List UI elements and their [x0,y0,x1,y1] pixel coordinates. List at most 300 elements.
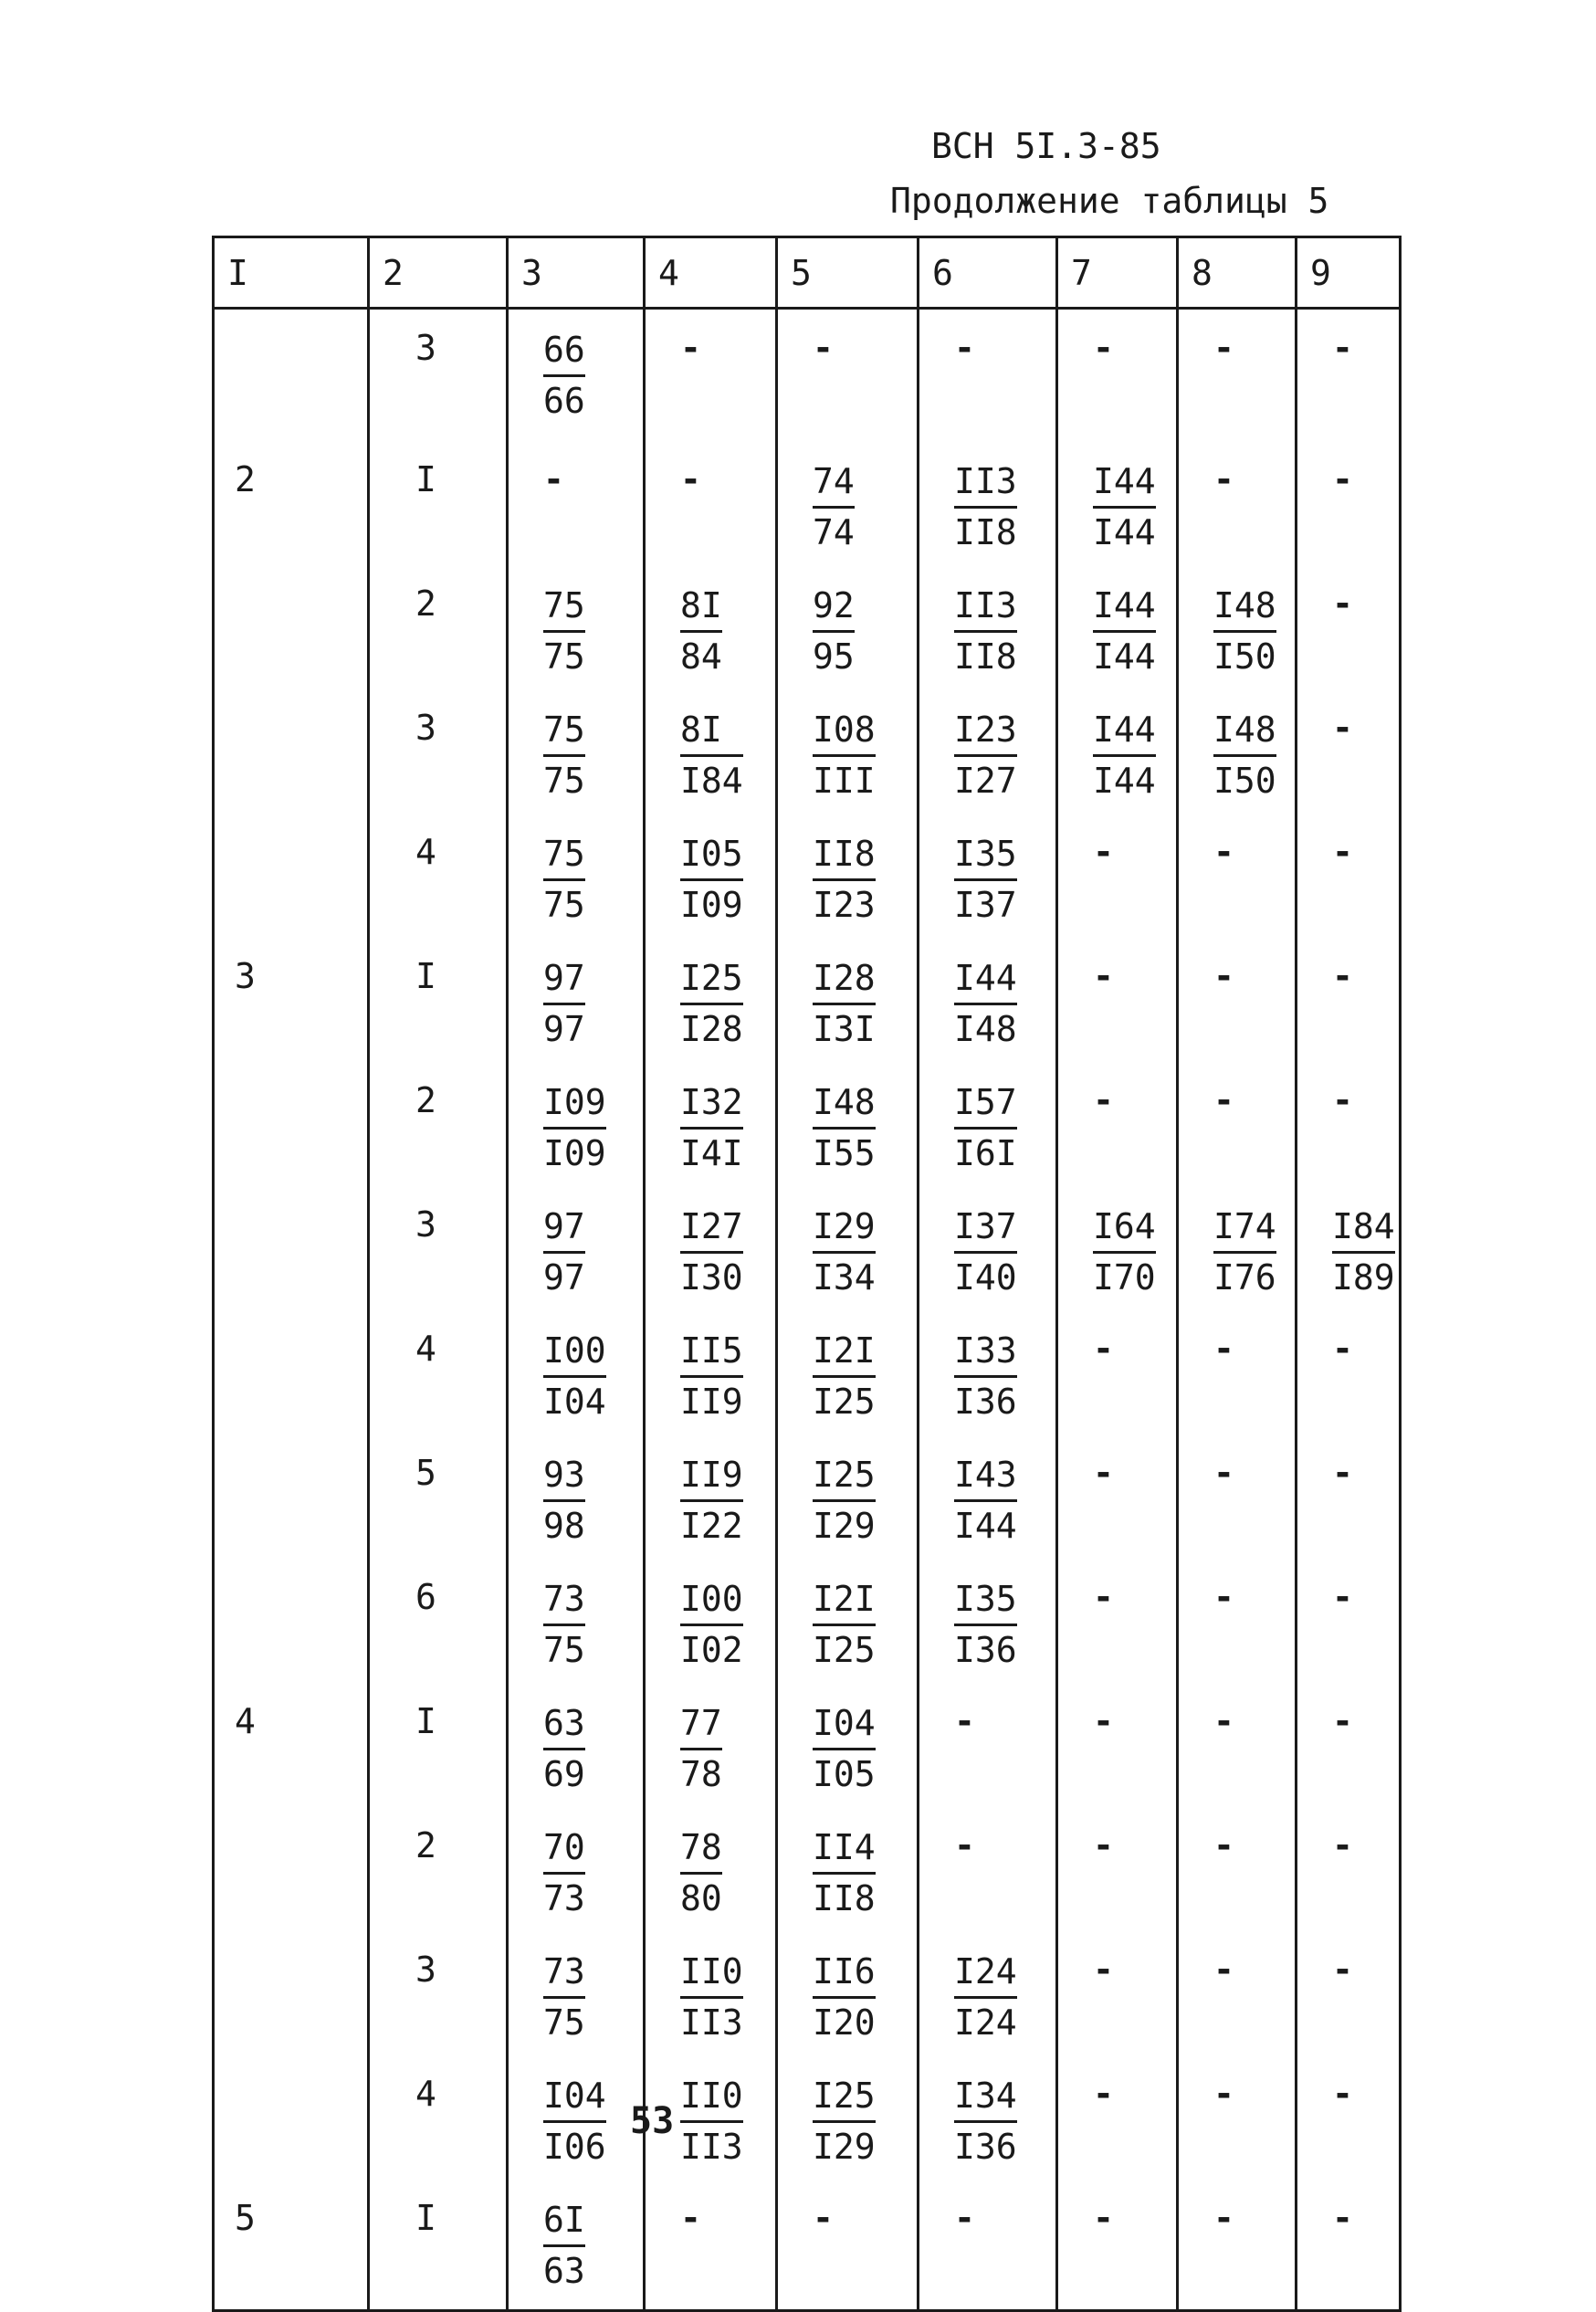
dash-mark: - [680,2198,701,2238]
fraction-value [813,832,876,929]
empty-value-cell [1178,1067,1297,1192]
subgroup-cell: 4 [369,1316,508,1440]
dash-mark: - [813,2198,834,2238]
empty-value-cell [1057,943,1178,1067]
column-header: 7 [1057,237,1178,309]
denominator: I50 [1213,761,1276,802]
fraction-value [680,708,743,804]
group-cell [214,1440,369,1564]
fraction-value [954,583,1017,680]
empty-value-cell [919,1813,1057,1937]
group-cell [214,695,369,819]
fraction-cell [919,1192,1057,1316]
fraction-cell [777,819,919,943]
fraction-value [1213,1204,1276,1301]
denominator: I84 [680,761,743,802]
fraction-cell [1178,1192,1297,1316]
denominator: I29 [813,2127,876,2168]
numerator: I43 [954,1453,1017,1502]
denominator: 75 [543,1630,585,1671]
empty-value-cell [1057,1688,1178,1813]
subgroup-cell: I [369,447,508,571]
numerator: II4 [813,1825,876,1875]
table-row [214,1937,1401,2061]
dash-mark: - [1093,1080,1114,1120]
fraction-cell [645,1316,777,1440]
numerator: I29 [813,1204,876,1254]
denominator: 97 [543,1009,585,1050]
dash-mark: - [954,2198,975,2238]
numerator: I25 [813,1453,876,1502]
numerator: II5 [680,1329,743,1378]
fraction-value [954,1949,1017,2046]
fraction-cell [919,1067,1057,1192]
table-caption: Продолжение таблицы 5 [890,181,1329,221]
fraction-cell [777,1067,919,1192]
numerator: 73 [543,1577,585,1626]
empty-value-cell [1297,1316,1401,1440]
dash-mark: - [1093,2198,1114,2238]
group-cell [214,1067,369,1192]
denominator: 73 [543,1878,585,1919]
empty-value-cell [919,309,1057,447]
empty-value-cell [1297,447,1401,571]
fraction-value [543,2074,606,2170]
dash-mark: - [1332,2074,1353,2114]
dash-mark: - [1213,1701,1234,1741]
empty-value-cell [777,309,919,447]
fraction-value [680,832,743,929]
denominator: II9 [680,1382,743,1423]
empty-value-cell [1057,2185,1178,2311]
subgroup-cell: 4 [369,2061,508,2185]
table-body [214,309,1401,2311]
fraction-cell [919,2061,1057,2185]
dash-mark: - [1213,1329,1234,1369]
denominator: 95 [813,636,855,678]
fraction-value [813,2074,876,2170]
empty-value-cell [1057,2061,1178,2185]
empty-value-cell [919,1688,1057,1813]
denominator: II8 [954,636,1017,678]
fraction-cell [777,943,919,1067]
fraction-value [954,708,1017,804]
dash-mark: - [1332,708,1353,748]
fraction-value [543,1329,606,1425]
subgroup-cell: I [369,943,508,1067]
dash-mark: - [1213,956,1234,996]
empty-value-cell [1178,447,1297,571]
numerator: I64 [1093,1204,1156,1254]
fraction-cell [508,309,645,447]
table-row [214,1192,1401,1316]
table-row [214,819,1401,943]
dash-mark: - [954,328,975,368]
denominator: I70 [1093,1257,1156,1298]
denominator: II8 [954,512,1017,553]
empty-value-cell [1297,1564,1401,1688]
fraction-value [680,1701,722,1798]
numerator: I2I [813,1577,876,1626]
numerator: 75 [543,583,585,633]
fraction-cell [919,1564,1057,1688]
denominator: I55 [813,1133,876,1174]
fraction-cell [508,1564,645,1688]
group-cell: 4 [214,1688,369,1813]
denominator: I4I [680,1133,743,1174]
empty-value-cell [1178,309,1297,447]
fraction-cell [1178,695,1297,819]
fraction-cell [645,1813,777,1937]
fraction-cell [645,571,777,695]
denominator: I40 [954,1257,1017,1298]
fraction-value [813,1453,876,1550]
empty-value-cell [645,2185,777,2311]
numerator: I2I [813,1329,876,1378]
fraction-cell [508,1937,645,2061]
numerator: 92 [813,583,855,633]
fraction-cell [919,447,1057,571]
denominator: 80 [680,1878,722,1919]
fraction-value [813,1949,876,2046]
empty-value-cell [919,2185,1057,2311]
subgroup-cell: 2 [369,1813,508,1937]
numerator: 97 [543,956,585,1005]
denominator: I44 [1093,761,1156,802]
numerator: I84 [1332,1204,1395,1254]
dash-mark: - [1332,956,1353,996]
numerator: I04 [813,1701,876,1750]
denominator: 98 [543,1506,585,1547]
table-row [214,571,1401,695]
dash-mark: - [680,328,701,368]
fraction-value [543,1949,585,2046]
denominator: 97 [543,1257,585,1298]
dash-mark: - [954,1701,975,1741]
fraction-value [954,956,1017,1053]
numerator: I48 [1213,708,1276,757]
denominator: I30 [680,1257,743,1298]
fraction-cell [777,1813,919,1937]
fraction-cell [645,1688,777,1813]
dash-mark: - [1093,1453,1114,1493]
fraction-cell [508,2061,645,2185]
table-row [214,447,1401,571]
page-number: 53 [630,2100,675,2142]
numerator: I33 [954,1329,1017,1378]
group-cell [214,1813,369,1937]
fraction-cell [1178,571,1297,695]
denominator: I06 [543,2127,606,2168]
fraction-value [543,328,585,425]
denominator: I24 [954,2002,1017,2044]
numerator: 74 [813,459,855,509]
empty-value-cell [1178,1316,1297,1440]
numerator: I44 [954,956,1017,1005]
fraction-cell [1057,695,1178,819]
numerator: I09 [543,1080,606,1130]
table-row [214,1688,1401,1813]
fraction-value [813,956,876,1053]
denominator: 75 [543,885,585,926]
column-header: 3 [508,237,645,309]
dash-mark: - [1093,832,1114,872]
denominator: I04 [543,1382,606,1423]
table-row [214,309,1401,447]
fraction-cell [508,1192,645,1316]
dash-mark: - [1093,1329,1114,1369]
fraction-value [543,1825,585,1922]
denominator: I44 [954,1506,1017,1547]
dash-mark: - [1093,1949,1114,1990]
denominator: 66 [543,381,585,422]
empty-value-cell [1057,1440,1178,1564]
fraction-value [680,1204,743,1301]
dash-mark: - [1093,1825,1114,1865]
numerator: II3 [954,583,1017,633]
denominator: I22 [680,1506,743,1547]
numerator: I74 [1213,1204,1276,1254]
dash-mark: - [813,328,834,368]
document-code: ВСН 5I.3-85 [931,126,1161,166]
denominator: 75 [543,2002,585,2044]
fraction-cell [508,1440,645,1564]
numerator: I44 [1093,708,1156,757]
denominator: I3I [813,1009,876,1050]
fraction-value [1332,1204,1395,1301]
fraction-value [813,1701,876,1798]
empty-value-cell [1297,1688,1401,1813]
numerator: I08 [813,708,876,757]
numerator: 93 [543,1453,585,1502]
numerator: I00 [543,1329,606,1378]
denominator: 75 [543,761,585,802]
fraction-cell [777,695,919,819]
fraction-cell [508,1067,645,1192]
subgroup-cell: 3 [369,695,508,819]
empty-value-cell [1297,695,1401,819]
fraction-value [543,1080,606,1177]
denominator: I48 [954,1009,1017,1050]
fraction-cell [508,819,645,943]
fraction-cell [645,1192,777,1316]
dash-mark: - [680,459,701,499]
dash-mark: - [1332,1949,1353,1990]
fraction-cell [919,819,1057,943]
fraction-value [1093,708,1156,804]
denominator: I44 [1093,512,1156,553]
denominator: I76 [1213,1257,1276,1298]
empty-value-cell [1297,1440,1401,1564]
numerator: II0 [680,1949,743,1999]
numerator: I37 [954,1204,1017,1254]
group-cell [214,1564,369,1688]
fraction-value [543,1577,585,1674]
fraction-cell [508,2185,645,2311]
subgroup-cell: 4 [369,819,508,943]
numerator: I35 [954,1577,1017,1626]
fraction-value [680,1825,722,1922]
numerator: 66 [543,328,585,377]
denominator: I23 [813,885,876,926]
subgroup-cell: 3 [369,1192,508,1316]
empty-value-cell [1297,819,1401,943]
table-row [214,695,1401,819]
fraction-cell [1057,1192,1178,1316]
numerator: II9 [680,1453,743,1502]
subgroup-cell: 3 [369,1937,508,2061]
fraction-cell [508,1813,645,1937]
numerator: II8 [813,832,876,881]
dash-mark: - [1213,2198,1234,2238]
numerator: I57 [954,1080,1017,1130]
empty-value-cell [1178,2061,1297,2185]
fraction-cell [777,571,919,695]
fraction-value [954,1080,1017,1177]
fraction-value [954,2074,1017,2170]
fraction-cell [1057,571,1178,695]
table-row [214,2185,1401,2311]
numerator: 77 [680,1701,722,1750]
subgroup-cell: 2 [369,571,508,695]
empty-value-cell [1057,819,1178,943]
column-header: 6 [919,237,1057,309]
group-cell: 2 [214,447,369,571]
empty-value-cell [1178,2185,1297,2311]
dash-mark: - [1213,1577,1234,1617]
fraction-cell [777,1316,919,1440]
fraction-cell [645,1067,777,1192]
numerator: 75 [543,832,585,881]
empty-value-cell [1178,819,1297,943]
dash-mark: - [1213,1825,1234,1865]
fraction-cell [777,1937,919,2061]
dash-mark: - [1213,2074,1234,2114]
numerator: II3 [954,459,1017,509]
dash-mark: - [1213,832,1234,872]
numerator: I44 [1093,459,1156,509]
group-cell [214,309,369,447]
fraction-cell [919,1440,1057,1564]
fraction-cell [777,2061,919,2185]
fraction-cell [508,1688,645,1813]
dash-mark: - [1332,1453,1353,1493]
empty-value-cell [777,2185,919,2311]
fraction-cell [919,571,1057,695]
denominator: 75 [543,636,585,678]
empty-value-cell [1297,943,1401,1067]
denominator: I05 [813,1754,876,1795]
denominator: I36 [954,1630,1017,1671]
fraction-value [813,1825,876,1922]
dash-mark: - [1213,459,1234,499]
dash-mark: - [1332,1080,1353,1120]
dash-mark: - [1332,1577,1353,1617]
empty-value-cell [1297,309,1401,447]
numerator: 8I [680,583,722,633]
column-header: 2 [369,237,508,309]
numerator: 78 [680,1825,722,1875]
fraction-cell [777,1564,919,1688]
dash-mark: - [1332,2198,1353,2238]
fraction-cell [645,819,777,943]
fraction-value [543,2198,585,2295]
fraction-cell [777,1688,919,1813]
fraction-cell [919,943,1057,1067]
denominator: 84 [680,636,722,678]
fraction-cell [645,1564,777,1688]
numerator: I32 [680,1080,743,1130]
fraction-cell [919,1316,1057,1440]
group-cell [214,2061,369,2185]
dash-mark: - [543,459,564,499]
empty-value-cell [1057,1564,1178,1688]
numerator: 73 [543,1949,585,1999]
empty-value-cell [1178,1688,1297,1813]
fraction-value [543,1701,585,1798]
denominator: I29 [813,1506,876,1547]
fraction-value [680,1577,743,1674]
fraction-value [543,832,585,929]
fraction-cell [508,571,645,695]
fraction-cell [777,447,919,571]
empty-value-cell [1297,1813,1401,1937]
empty-value-cell [508,447,645,571]
empty-value-cell [1297,1067,1401,1192]
empty-value-cell [1178,1813,1297,1937]
numerator: I23 [954,708,1017,757]
denominator: 74 [813,512,855,553]
fraction-value [680,2074,743,2170]
empty-value-cell [1178,1937,1297,2061]
subgroup-cell: 6 [369,1564,508,1688]
subgroup-cell: I [369,2185,508,2311]
subgroup-cell: I [369,1688,508,1813]
fraction-value [680,1329,743,1425]
fraction-cell [1297,1192,1401,1316]
table-row [214,1440,1401,1564]
group-cell [214,571,369,695]
fraction-value [813,583,855,680]
table-row [214,1813,1401,1937]
column-header: 4 [645,237,777,309]
dash-mark: - [1213,1080,1234,1120]
numerator: I48 [1213,583,1276,633]
numerator: I27 [680,1204,743,1254]
denominator: III [813,761,876,802]
denominator: I6I [954,1133,1017,1174]
denominator: II3 [680,2127,743,2168]
denominator: I28 [680,1009,743,1050]
empty-value-cell [1178,1564,1297,1688]
empty-value-cell [1057,1067,1178,1192]
empty-value-cell [645,309,777,447]
dash-mark: - [1332,328,1353,368]
numerator: 97 [543,1204,585,1254]
fraction-cell [777,1440,919,1564]
column-header: I [214,237,369,309]
numerator: I04 [543,2074,606,2123]
numerator: 70 [543,1825,585,1875]
data-table [212,236,1402,2312]
group-cell: 3 [214,943,369,1067]
column-header: 8 [1178,237,1297,309]
numerator: 75 [543,708,585,757]
dash-mark: - [1093,1701,1114,1741]
numerator: I44 [1093,583,1156,633]
numerator: II6 [813,1949,876,1999]
dash-mark: - [1093,328,1114,368]
